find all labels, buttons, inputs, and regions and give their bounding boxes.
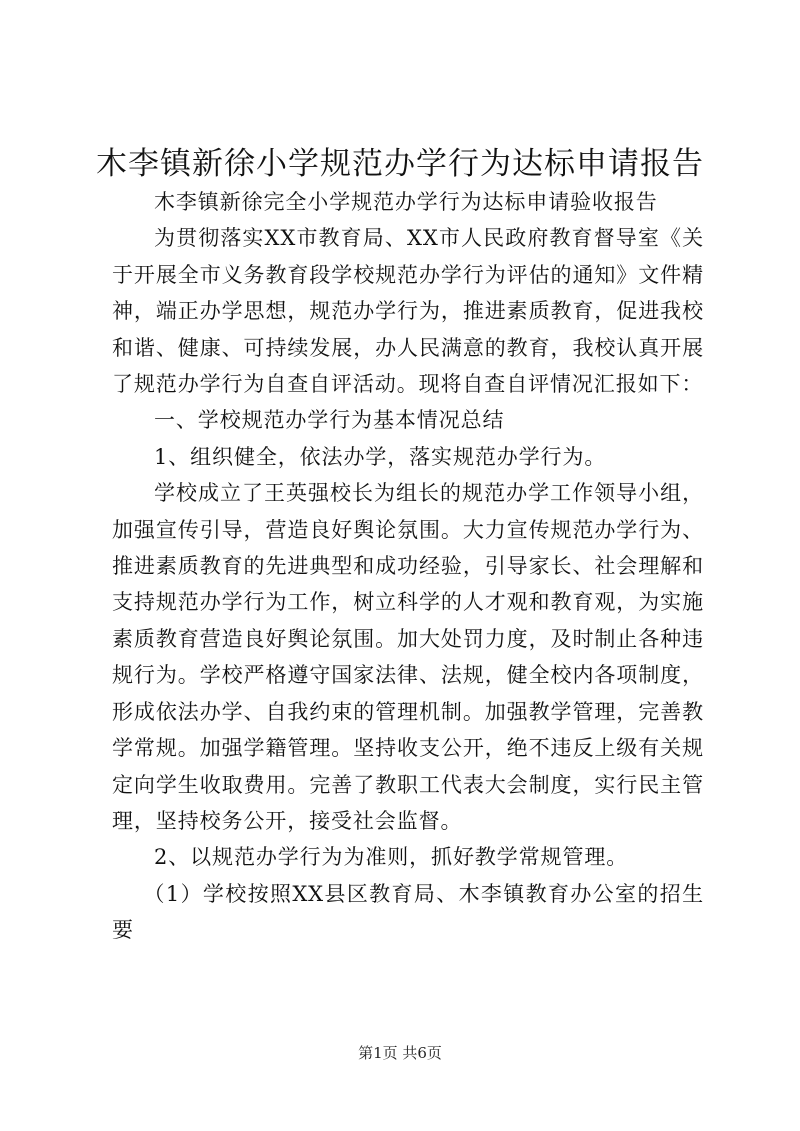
subsection-heading: 1、组织健全，依法办学，落实规范办学行为。 — [154, 444, 607, 469]
page-indicator: 第1页 共6页 — [358, 1044, 442, 1062]
document-body — [112, 184, 704, 949]
body-paragraph: 学校成立了王英强校长为组长的规范办学工作领导小组，加强宣传引导，营造良好舆论氛围。大力宣传规范办学行为、推进素质教育的先进典型和成功经验，引导家长、社会理解和支持规范办学行为工作，树立科学的人才观和教育观，为实施素质教育营造良好舆论氛围。加大处罚力度，及时制止各种违规行为。学校严格遵守国家法律、法规，健全校内各项制度，形成依法办学、自我约束的管理机制。加强教学管理，完善教学常规。加强学籍管理。坚持收支公开，绝不违反上级有关规定向学生收取费用。完善了教职工代表大会制度，实行民主管理，坚持校务公开，接受社会监督。 — [112, 481, 704, 833]
subsection-heading: 2、以规范办学行为为准则，抓好教学常规管理。 — [154, 845, 629, 870]
document-title: 木李镇新徐小学规范办学行为达标申请报告 — [96, 146, 704, 182]
list-item-paragraph: （1）学校按照XX县区教育局、木李镇教育办公室的招生要 — [112, 881, 704, 943]
intro-paragraph: 为贯彻落实XX市教育局、XX市人民政府教育督导室《关于开展全市义务教育段学校规范办学行为评估的通知》文件精神，端正办学思想，规范办学行为，推进素质教育，促进我校和谐、健康、可持续发展，办人民满意的教育，我校认真开展了规范办学行为自查自评活动。现将自查自评情况汇报如下： — [112, 226, 704, 397]
section-heading: 一、学校规范办学行为基本情况总结 — [154, 408, 505, 433]
subtitle-paragraph: 木李镇新徐完全小学规范办学行为达标申请验收报告 — [154, 190, 658, 214]
